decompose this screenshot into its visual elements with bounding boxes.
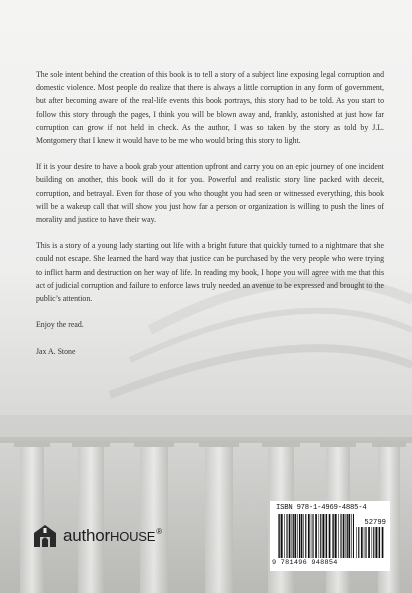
authorhouse-logo-icon (32, 523, 58, 549)
back-cover-text (36, 68, 384, 359)
price-code: 52799 (364, 519, 386, 527)
author-name: Jax A. Stone (36, 347, 76, 357)
isbn-barcode (270, 501, 390, 571)
publisher-name-lower: author (63, 526, 111, 545)
ean-barcode-bars (278, 514, 354, 558)
addon-barcode-bars (356, 527, 384, 558)
publisher-name (63, 526, 162, 546)
paragraph-3: This is a story of a young lady starting out life with a bright future that quickly turned to a nightmare that she could not escape. She learned the hard way that justice can be purchased by the very people who were trying to inflict harm and destruction on her way of life. In reading my book, I hope you will agree with me that this act of judicial corruption and failure to enforce laws truly needed an avenue to be expressed and brought to the public’s attention. (36, 241, 384, 304)
publisher-logo (32, 523, 162, 549)
publisher-name-caps: HOUSE (110, 529, 156, 544)
barcode-digits: 9 781496 948854 (272, 559, 338, 567)
paragraph-1: The sole intent behind the creation of this book is to tell a story of a subject line exposing legal corruption and domestic violence. Most people do realize that there is always a little corruption in any form of government, but after becoming aware of the real-life events this book portrays, this story had to be told. As you start to follow this story through the pages, I think you will be blown away and, frankly, astonished at just how far corruption can grow if not held in check. As the author, I was so taken by the story as told by J.L. Montgomery that I knew it would have to be me who would bring this story to light. (36, 70, 384, 146)
registered-mark: ® (156, 527, 162, 536)
isbn-number: ISBN 978-1-4969-4885-4 (276, 504, 367, 512)
paragraph-2: If it is your desire to have a book grab your attention upfront and carry you on an epic journey of one incident building on another, this book will do it for you. Powerful and realistic story line packed with deceit, corruption, and betrayal. Even for those of you who thought you had seen or witnessed everything, this book will be a wakeup call that will show you just how far a person or organization is willing to push the lines of morality and justice to have their way. (36, 162, 384, 225)
signoff: Enjoy the read. (36, 320, 84, 330)
